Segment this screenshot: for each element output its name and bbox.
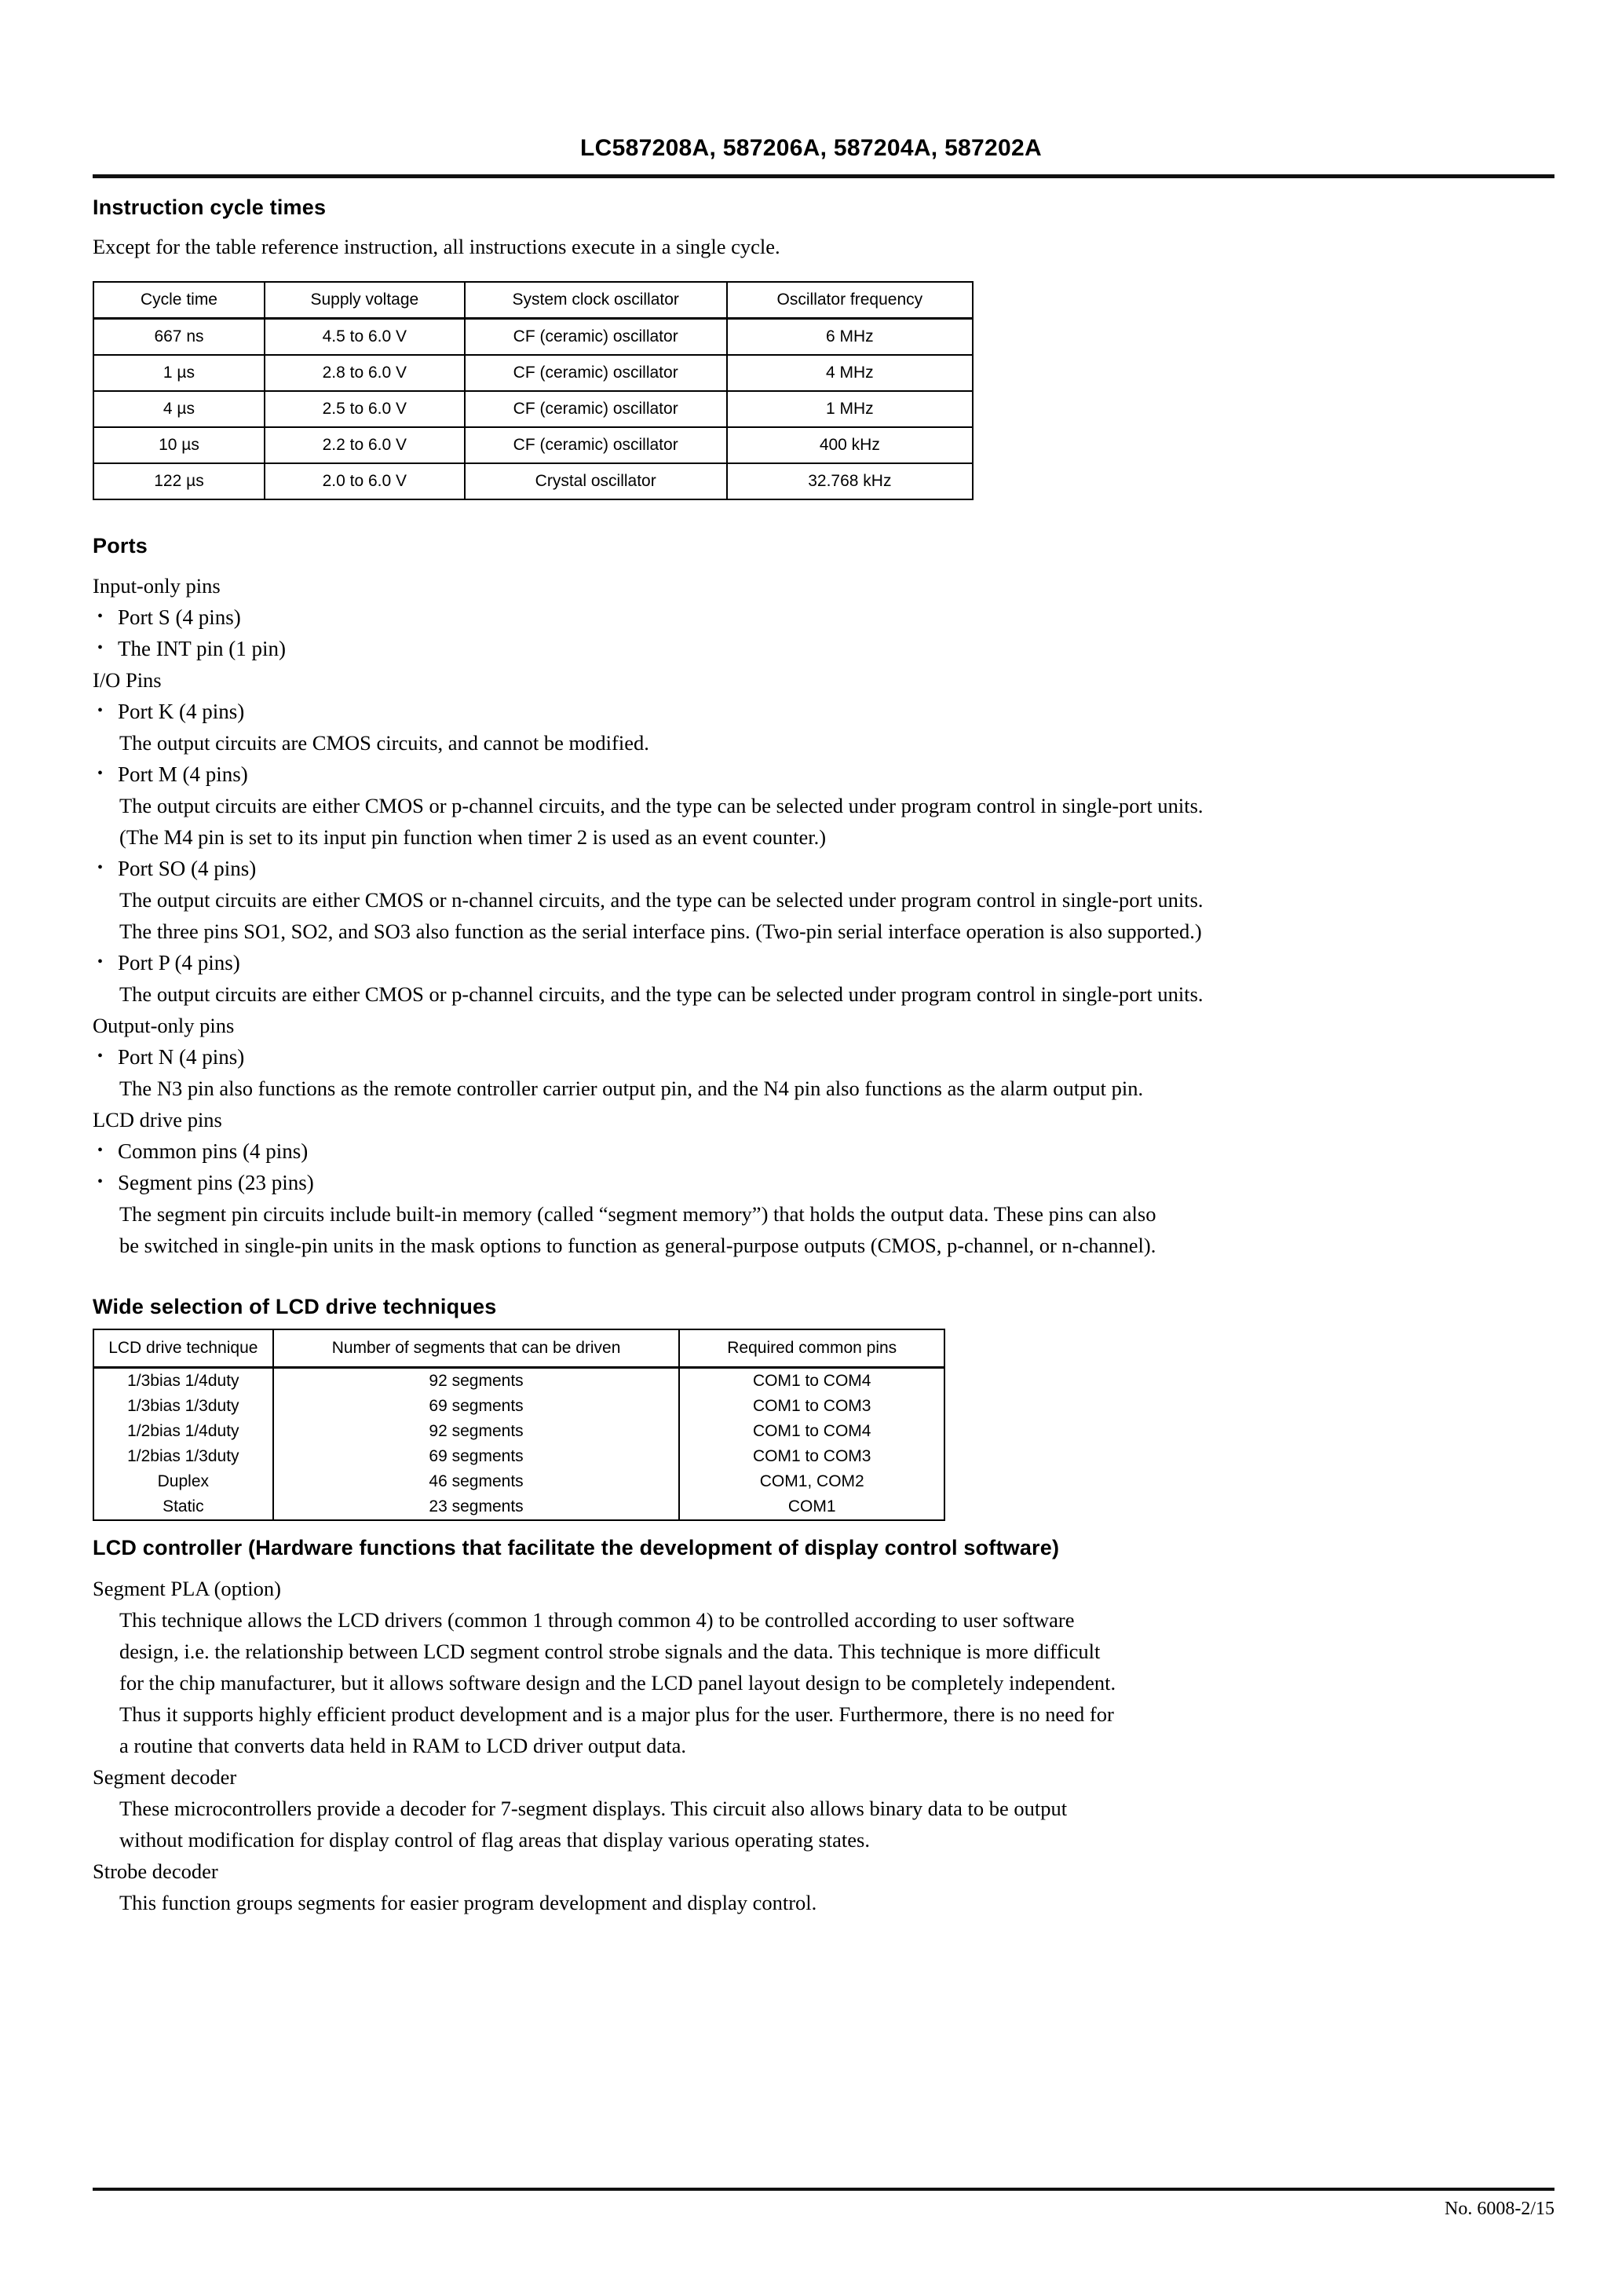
cell-oscillator-frequency: 400 kHz — [727, 427, 973, 463]
cell-required-common-pins: COM1 to COM3 — [679, 1394, 944, 1419]
output-only-pin-list — [93, 1041, 1554, 1073]
column-header-system-clock-oscillator: System clock oscillator — [465, 282, 727, 319]
list-item — [93, 947, 1554, 978]
bullet-icon: • — [97, 859, 104, 877]
cell-system-clock-oscillator: CF (ceramic) oscillator — [465, 318, 727, 355]
label-io-pins: I/O Pins — [93, 668, 162, 693]
cell-number-of-segments: 92 segments — [273, 1368, 680, 1395]
column-header-supply-voltage: Supply voltage — [265, 282, 465, 319]
table-row — [93, 1444, 944, 1469]
column-header-lcd-drive-technique: LCD drive technique — [93, 1329, 273, 1368]
cell-number-of-segments: 92 segments — [273, 1419, 680, 1444]
table-row — [93, 463, 973, 499]
table-row — [93, 318, 973, 355]
lcd-drive-pin-list — [93, 1135, 1554, 1198]
header-divider-rule — [93, 174, 1554, 178]
table-row — [93, 427, 973, 463]
list-item-label: Segment pins (23 pins) — [118, 1171, 314, 1195]
cycle-time-table — [93, 281, 974, 500]
table-row — [93, 1494, 944, 1520]
heading-ports: Ports — [93, 533, 148, 558]
cell-supply-voltage: 4.5 to 6.0 V — [265, 318, 465, 355]
cell-required-common-pins: COM1 to COM4 — [679, 1368, 944, 1395]
port-so-description-line-2: The three pins SO1, SO2, and SO3 also function as the serial interface pins. (Two-pin serial interface operation is also supported.) — [119, 919, 1202, 944]
cell-cycle-time: 1 µs — [93, 355, 265, 391]
subsection-title-strobe-decoder: Strobe decoder — [93, 1859, 218, 1883]
list-item-label: The INT pin (1 pin) — [118, 637, 286, 661]
label-input-only-pins: Input-only pins — [93, 574, 221, 598]
instruction-cycle-intro-text: Except for the table reference instruction, all instructions execute in a single cycle. — [93, 234, 780, 258]
footer-divider-rule — [93, 2188, 1554, 2191]
bullet-icon: • — [97, 1142, 104, 1160]
cell-number-of-segments: 69 segments — [273, 1394, 680, 1419]
bullet-icon: • — [97, 765, 104, 783]
cell-supply-voltage: 2.2 to 6.0 V — [265, 427, 465, 463]
strobe-decoder-line-1: This function groups segments for easier program development and display control. — [119, 1890, 817, 1914]
segment-pla-line-1: This technique allows the LCD drivers (common 1 through common 4) to be controlled according to user software — [119, 1607, 1075, 1632]
table-row — [93, 391, 973, 427]
cell-system-clock-oscillator: CF (ceramic) oscillator — [465, 355, 727, 391]
table-row — [93, 355, 973, 391]
list-item — [93, 696, 1554, 727]
segment-pla-line-3: for the chip manufacturer, but it allows software design and the LCD panel layout design to be completely independent. — [119, 1670, 1116, 1695]
list-item — [93, 759, 1554, 790]
port-m-description-line-2: (The M4 pin is set to its input pin function when timer 2 is used as an event counter.) — [119, 825, 827, 850]
table-header-row — [93, 282, 973, 319]
cell-oscillator-frequency: 1 MHz — [727, 391, 973, 427]
list-item-label: Port N (4 pins) — [118, 1045, 245, 1069]
port-m-description-line-1: The output circuits are either CMOS or p-channel circuits, and the type can be selected under program control in single-port units. — [119, 794, 1204, 818]
cell-system-clock-oscillator: Crystal oscillator — [465, 463, 727, 499]
label-lcd-drive-pins: LCD drive pins — [93, 1108, 222, 1132]
column-header-number-of-segments: Number of segments that can be driven — [273, 1329, 680, 1368]
bullet-icon: • — [97, 953, 104, 971]
footer-page-number: No. 6008-2/15 — [1445, 2199, 1554, 2219]
lcd-drive-technique-table-wrapper — [93, 1329, 1554, 1521]
port-k-description-line-1: The output circuits are CMOS circuits, and cannot be modified. — [119, 731, 649, 755]
io-pin-list — [93, 947, 1554, 978]
cell-supply-voltage: 2.0 to 6.0 V — [265, 463, 465, 499]
io-pin-list — [93, 696, 1554, 727]
subsection-title-segment-pla: Segment PLA (option) — [93, 1576, 281, 1600]
table-row — [93, 1394, 944, 1419]
cell-number-of-segments: 23 segments — [273, 1494, 680, 1520]
cell-lcd-drive-technique: 1/2bias 1/4duty — [93, 1419, 273, 1444]
cell-cycle-time: 122 µs — [93, 463, 265, 499]
cell-required-common-pins: COM1 — [679, 1494, 944, 1520]
list-item — [93, 633, 1554, 664]
cell-required-common-pins: COM1, COM2 — [679, 1469, 944, 1494]
cell-required-common-pins: COM1 to COM3 — [679, 1444, 944, 1469]
heading-lcd-controller: LCD controller (Hardware functions that facilitate the development of display control software) — [93, 1536, 1060, 1560]
heading-instruction-cycle-times: Instruction cycle times — [93, 196, 327, 219]
input-only-pin-list — [93, 601, 1554, 664]
segment-pins-description-line-2: be switched in single-pin units in the mask options to function as general-purpose outputs (CMOS, p-channel, or n-channel). — [119, 1234, 1156, 1258]
column-header-cycle-time: Cycle time — [93, 282, 265, 319]
segment-decoder-line-2: without modification for display control of flag areas that display various operating states. — [119, 1827, 870, 1852]
lcd-drive-technique-table — [93, 1329, 945, 1521]
heading-wide-selection-of-lcd-drive-techniques: Wide selection of LCD drive techniques — [93, 1295, 497, 1319]
list-item — [93, 1041, 1554, 1073]
list-item-label: Common pins (4 pins) — [118, 1139, 309, 1164]
cell-lcd-drive-technique: 1/3bias 1/4duty — [93, 1368, 273, 1395]
bullet-icon: • — [97, 639, 104, 657]
list-item — [93, 601, 1554, 633]
segment-pins-description-line-1: The segment pin circuits include built-in memory (called “segment memory”) that holds the output data. These pins can also — [119, 1202, 1156, 1227]
cell-required-common-pins: COM1 to COM4 — [679, 1419, 944, 1444]
segment-decoder-line-1: These microcontrollers provide a decoder for 7-segment displays. This circuit also allows binary data to be output — [119, 1796, 1068, 1820]
cell-lcd-drive-technique: Duplex — [93, 1469, 273, 1494]
cell-cycle-time: 4 µs — [93, 391, 265, 427]
list-item-label: Port M (4 pins) — [118, 762, 248, 787]
cell-oscillator-frequency: 4 MHz — [727, 355, 973, 391]
cell-number-of-segments: 69 segments — [273, 1444, 680, 1469]
cell-system-clock-oscillator: CF (ceramic) oscillator — [465, 391, 727, 427]
port-so-description-line-1: The output circuits are either CMOS or n-channel circuits, and the type can be selected under program control in single-port units. — [119, 888, 1204, 912]
cell-lcd-drive-technique: Static — [93, 1494, 273, 1520]
page-header-title: LC587208A, 587206A, 587204A, 587202A — [580, 135, 1042, 161]
subsection-title-segment-decoder: Segment decoder — [93, 1764, 237, 1789]
io-pin-list — [93, 759, 1554, 790]
label-output-only-pins: Output-only pins — [93, 1014, 235, 1038]
cell-oscillator-frequency: 6 MHz — [727, 318, 973, 355]
column-header-oscillator-frequency: Oscillator frequency — [727, 282, 973, 319]
io-pin-list — [93, 853, 1554, 884]
list-item-label: Port P (4 pins) — [118, 951, 240, 975]
table-header-row — [93, 1329, 944, 1368]
segment-pla-line-4: Thus it supports highly efficient product development and is a major plus for the user. Furthermore, there is no need for — [119, 1702, 1114, 1726]
bullet-icon: • — [97, 608, 104, 626]
list-item-label: Port SO (4 pins) — [118, 857, 257, 881]
page-content — [93, 196, 1554, 1918]
bullet-icon: • — [97, 1173, 104, 1191]
cell-lcd-drive-technique: 1/2bias 1/3duty — [93, 1444, 273, 1469]
list-item — [93, 853, 1554, 884]
cell-system-clock-oscillator: CF (ceramic) oscillator — [465, 427, 727, 463]
cell-oscillator-frequency: 32.768 kHz — [727, 463, 973, 499]
cell-cycle-time: 10 µs — [93, 427, 265, 463]
table-row — [93, 1469, 944, 1494]
cell-cycle-time: 667 ns — [93, 318, 265, 355]
list-item — [93, 1135, 1554, 1167]
cell-lcd-drive-technique: 1/3bias 1/3duty — [93, 1394, 273, 1419]
cycle-time-table-wrapper — [93, 281, 1554, 500]
table-row — [93, 1368, 944, 1395]
cell-supply-voltage: 2.5 to 6.0 V — [265, 391, 465, 427]
cell-number-of-segments: 46 segments — [273, 1469, 680, 1494]
bullet-icon: • — [97, 1047, 104, 1066]
list-item-label: Port S (4 pins) — [118, 605, 241, 630]
port-n-description-line-1: The N3 pin also functions as the remote controller carrier output pin, and the N4 pin also functions as the alarm output pin. — [119, 1077, 1144, 1101]
list-item — [93, 1167, 1554, 1198]
list-item-label: Port K (4 pins) — [118, 700, 245, 724]
column-header-required-common-pins: Required common pins — [679, 1329, 944, 1368]
bullet-icon: • — [97, 702, 104, 720]
cell-supply-voltage: 2.8 to 6.0 V — [265, 355, 465, 391]
table-row — [93, 1419, 944, 1444]
segment-pla-line-2: design, i.e. the relationship between LCD segment control strobe signals and the data. This technique is more difficult — [119, 1639, 1101, 1663]
segment-pla-line-5: a routine that converts data held in RAM to LCD driver output data. — [119, 1733, 686, 1757]
port-p-description-line-1: The output circuits are either CMOS or p-channel circuits, and the type can be selected under program control in single-port units. — [119, 982, 1204, 1007]
